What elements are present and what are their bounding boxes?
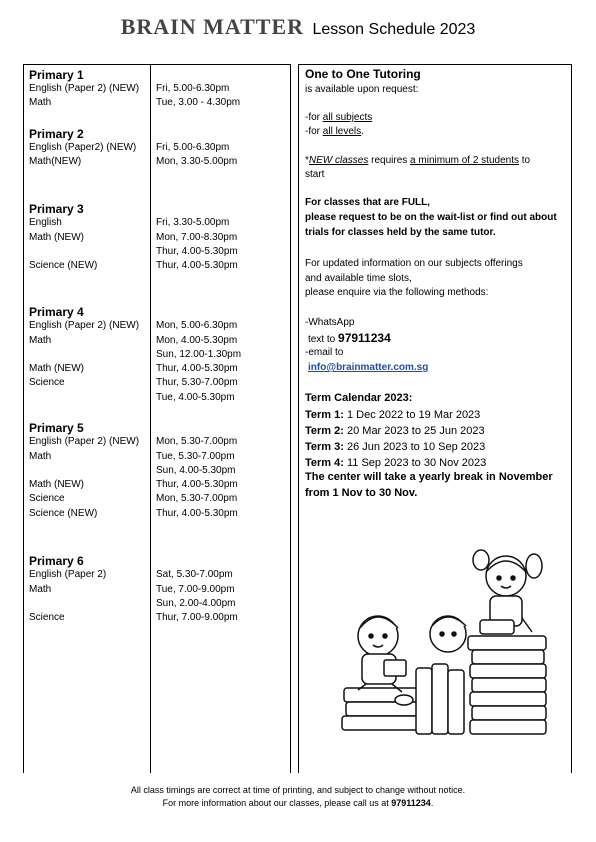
class-time: Fri, 5.00-6.30pm [156, 83, 230, 94]
update-note-2: and available time slots, [305, 273, 412, 284]
page-header [0, 14, 596, 40]
subject-label: Math [29, 335, 52, 346]
class-time: Mon, 7.00-8.30pm [156, 232, 238, 243]
update-note-1: For updated information on our subjects offerings [305, 258, 523, 269]
email-link[interactable]: info@brainmatter.com.sg [308, 362, 429, 373]
term-heading: Term Calendar 2023: [305, 392, 413, 404]
email-label: -email to [305, 347, 344, 358]
class-time: Sat, 5.30-7.00pm [156, 569, 233, 580]
subject-label: English (Paper2) (NEW) [29, 142, 137, 153]
level-heading: Primary 5 [29, 421, 84, 435]
tutoring-heading: One to One Tutoring [305, 67, 421, 81]
update-note-3: please enquire via the following methods: [305, 287, 489, 298]
class-time: Tue, 4.00-5.30pm [156, 392, 235, 403]
class-time: Sun, 2.00-4.00pm [156, 598, 236, 609]
break-note-2: from 1 Nov to 30 Nov. [305, 487, 418, 499]
term-item: Term 3: 26 Jun 2023 to 10 Sep 2023 [305, 441, 486, 453]
subject-label: English (Paper 2) [29, 569, 107, 580]
subject-label: Science [29, 377, 65, 388]
class-time: Tue, 5.30-7.00pm [156, 451, 235, 462]
subject-label: Math [29, 451, 52, 462]
class-time: Tue, 3.00 - 4.30pm [156, 97, 241, 108]
subject-label: Math (NEW) [29, 232, 84, 243]
class-time: Thur, 7.00-9.00pm [156, 612, 238, 623]
full-note-1: For classes that are FULL, [305, 197, 431, 208]
class-time: Tue, 7.00-9.00pm [156, 584, 235, 595]
class-time: Thur, 4.00-5.30pm [156, 363, 238, 374]
subject-label: Math(NEW) [29, 156, 82, 167]
column-divider [150, 65, 151, 773]
class-time: Mon, 3.30-5.00pm [156, 156, 238, 167]
class-time: Thur, 5.30-7.00pm [156, 377, 238, 388]
brand-logo: BRAIN MATTER [120, 14, 305, 39]
subject-label: Science [29, 612, 65, 623]
class-time: Fri, 5.00-6.30pm [156, 142, 230, 153]
subject-label: Math (NEW) [29, 479, 84, 490]
subject-label: English (Paper 2) (NEW) [29, 83, 140, 94]
class-time: Mon, 5.30-7.00pm [156, 493, 238, 504]
subject-label: Math (NEW) [29, 363, 84, 374]
class-time: Thur, 4.00-5.30pm [156, 508, 238, 519]
level-heading: Primary 3 [29, 202, 84, 216]
availability-text: is available upon request: [305, 84, 419, 95]
class-time: Thur, 4.00-5.30pm [156, 479, 238, 490]
level-heading: Primary 1 [29, 68, 84, 82]
subject-label: English (Paper 2) (NEW) [29, 320, 140, 331]
footer-note: All class timings are correct at time of printing, and subject to change without notice. [130, 785, 466, 795]
class-time: Mon, 5.00-6.30pm [156, 320, 238, 331]
footer-contact: For more information about our classes, please call us at 97911234. [162, 798, 434, 808]
subject-label: Science [29, 493, 65, 504]
full-note-2: please request to be on the wait-list or find out about [305, 212, 557, 223]
whatsapp-number: text to 97911234 [308, 331, 391, 345]
new-classes-note: *NEW classes requires a minimum of 2 students to [305, 155, 531, 166]
schedule-table [23, 64, 291, 773]
class-time: Sun, 4.00-5.30pm [156, 465, 236, 476]
class-time: Sun, 12.00-1.30pm [156, 349, 242, 360]
level-heading: Primary 2 [29, 127, 84, 141]
class-time: Thur, 4.00-5.30pm [156, 246, 238, 257]
term-item: Term 1: 1 Dec 2022 to 19 Mar 2023 [305, 409, 481, 421]
whatsapp-label: -WhatsApp [305, 317, 355, 328]
level-heading: Primary 6 [29, 554, 84, 568]
subject-label: Math [29, 584, 52, 595]
class-time: Mon, 4.00-5.30pm [156, 335, 238, 346]
term-item: Term 4: 11 Sep 2023 to 30 Nov 2023 [305, 457, 487, 469]
class-time: Mon, 5.30-7.00pm [156, 436, 238, 447]
level-heading: Primary 4 [29, 305, 84, 319]
break-note-1: The center will take a yearly break in November [305, 471, 553, 483]
for-levels: -for all levels. [305, 126, 364, 137]
new-classes-note-2: start [305, 169, 325, 180]
subject-label: Math [29, 97, 52, 108]
for-subjects: -for all subjects [305, 112, 373, 123]
subject-label: English [29, 217, 62, 228]
page-title: Lesson Schedule 2023 [312, 21, 476, 38]
children-reading-illustration [336, 548, 556, 743]
term-item: Term 2: 20 Mar 2023 to 25 Jun 2023 [305, 425, 485, 437]
full-note-3: trials for classes held by the same tutor. [305, 227, 496, 238]
class-time: Fri, 3.30-5.00pm [156, 217, 230, 228]
class-time: Thur, 4.00-5.30pm [156, 260, 238, 271]
subject-label: Science (NEW) [29, 260, 98, 271]
subject-label: Science (NEW) [29, 508, 98, 519]
subject-label: English (Paper 2) (NEW) [29, 436, 140, 447]
